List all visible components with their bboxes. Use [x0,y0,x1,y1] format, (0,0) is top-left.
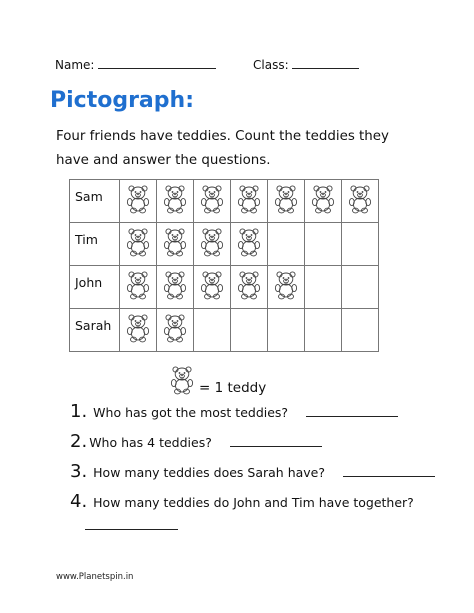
answer-blank[interactable] [306,402,398,417]
teddy-bear-icon [237,270,261,300]
teddy-bear-icon [237,184,261,214]
pictograph-cell [342,309,379,352]
pictograph-cell [305,309,342,352]
pictograph-cell [157,309,194,352]
teddy-bear-icon [237,227,261,257]
pictograph-cell [120,309,157,352]
key-label: = 1 teddy [199,380,267,396]
pictograph-cell [342,223,379,266]
pictograph-cell [157,266,194,309]
teddy-bear-icon [126,270,150,300]
question-text: How many teddies do John and Tim have together? [89,495,414,510]
pictograph-table [69,179,379,352]
friend-name: Sarah [70,309,120,352]
pictograph-cell [268,180,305,223]
page-title: Pictograph: [50,88,194,113]
pictograph-cell [231,223,268,266]
pictograph-row [70,309,379,352]
pictograph-cell [342,266,379,309]
teddy-bear-icon [274,270,298,300]
pictograph-cell [120,180,157,223]
question-number: 2. [70,431,88,452]
pictograph-row [70,223,379,266]
teddy-bear-icon [200,184,224,214]
name-blank[interactable] [98,56,216,69]
teddy-bear-icon [163,313,187,343]
pictograph-cell [194,223,231,266]
class-field [253,56,359,72]
pictograph-cell [342,180,379,223]
pictograph-cell [194,266,231,309]
pictograph-cell [231,309,268,352]
pictograph-cell [157,223,194,266]
pictograph-cell [194,309,231,352]
teddy-bear-icon [126,184,150,214]
question-number: 3. [70,461,88,482]
question-text: How many teddies does Sarah have? [89,465,325,480]
class-label: Class: [253,58,289,72]
footer-url: www.Planetspin.in [56,572,134,582]
teddy-bear-icon [200,270,224,300]
pictograph-cell [157,180,194,223]
question-2 [70,431,322,452]
teddy-bear-icon [126,227,150,257]
question-3 [70,461,435,482]
teddy-bear-icon [163,184,187,214]
pictograph-cell [268,266,305,309]
question-number: 1. [70,401,88,422]
pictograph-cell [268,309,305,352]
teddy-bear-icon [170,365,194,395]
friend-name: Sam [70,180,120,223]
answer-blank[interactable] [85,515,178,530]
question-text: Who has 4 teddies? [89,435,212,450]
pictograph-cell [120,266,157,309]
teddy-bear-icon [200,227,224,257]
teddy-bear-icon [163,227,187,257]
question-text: Who has got the most teddies? [89,405,289,420]
pictograph-cell [305,180,342,223]
name-field [55,56,216,72]
question-1 [70,401,398,422]
friend-name: Tim [70,223,120,266]
question-number: 4. [70,491,88,512]
question-4 [70,491,414,512]
pictograph-cell [268,223,305,266]
pictograph-key [170,364,266,396]
pictograph-cell [120,223,157,266]
teddy-bear-icon [126,313,150,343]
answer-blank[interactable] [343,462,435,477]
teddy-bear-icon [274,184,298,214]
pictograph-row [70,266,379,309]
teddy-bear-icon [163,270,187,300]
teddy-bear-icon [311,184,335,214]
friend-name: John [70,266,120,309]
pictograph-cell [231,180,268,223]
pictograph-cell [305,223,342,266]
name-label: Name: [55,58,95,72]
pictograph-cell [194,180,231,223]
answer-blank[interactable] [230,432,322,447]
class-blank[interactable] [292,56,359,69]
pictograph-cell [305,266,342,309]
teddy-bear-icon [348,184,372,214]
pictograph-cell [231,266,268,309]
intro-text: Four friends have teddies. Count the teddies they have and answer the questions. [56,129,389,168]
pictograph-row [70,180,379,223]
